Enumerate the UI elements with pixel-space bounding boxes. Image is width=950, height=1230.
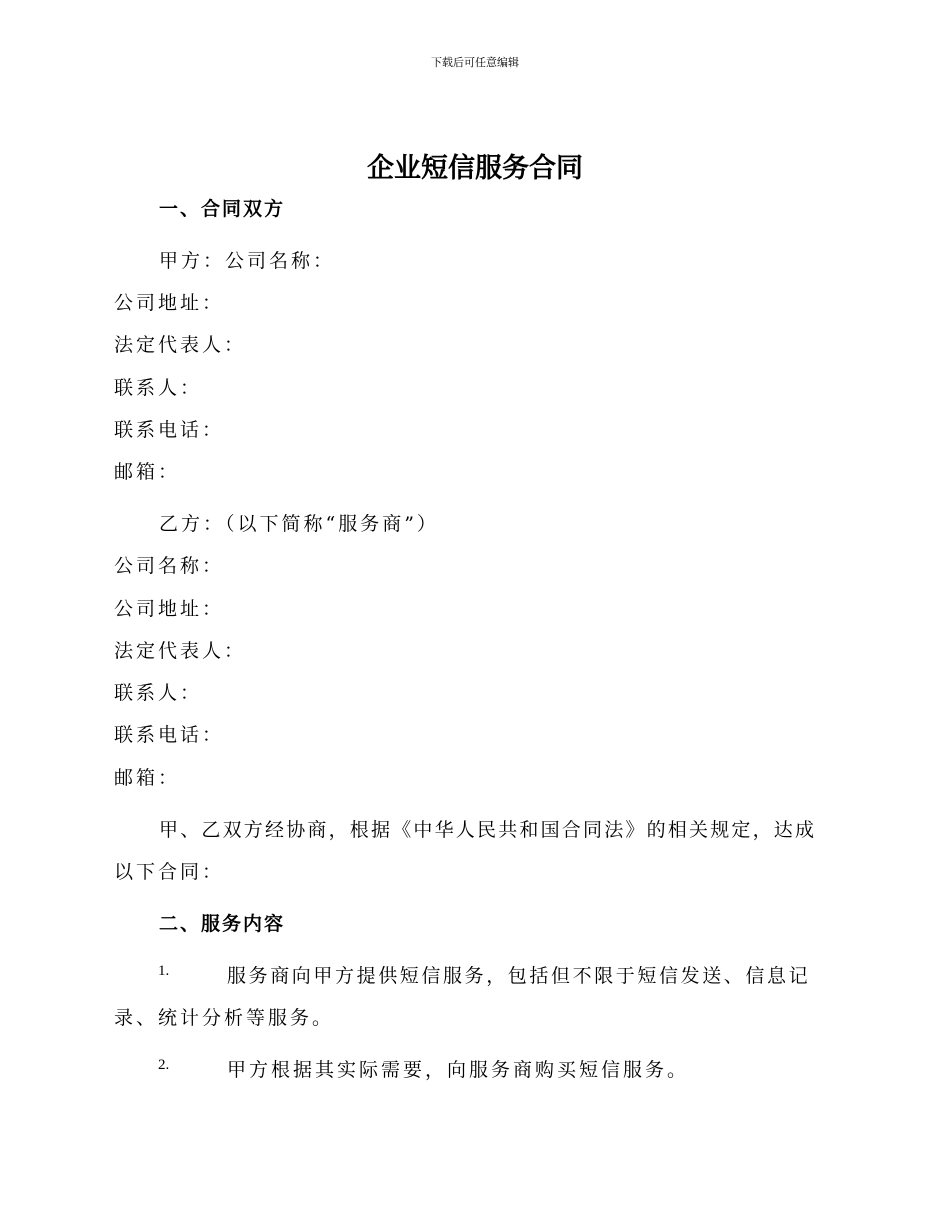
party-a-field: 公司地址：	[114, 292, 225, 314]
party-b-field: 联系电话：	[114, 724, 225, 746]
party-b-field: 公司名称：	[114, 555, 225, 577]
party-a-field: 联系人：	[114, 377, 203, 399]
party-b-intro: 乙方：（以下简称“服务商”）	[159, 513, 439, 535]
party-a-intro: 甲方：公司名称：	[159, 250, 336, 272]
list-item-text: 录、统计分析等服务。	[114, 1007, 335, 1029]
party-a-field: 联系电话：	[114, 419, 225, 441]
list-item-number: 1.	[158, 963, 170, 979]
party-a-field: 邮箱：	[114, 461, 181, 483]
party-b-field: 法定代表人：	[114, 640, 247, 662]
agreement-paragraph-line: 以下合同：	[114, 861, 225, 883]
section-heading-services: 二、服务内容	[159, 913, 286, 935]
document-title: 企业短信服务合同	[367, 153, 583, 184]
party-b-field: 联系人：	[114, 682, 203, 704]
party-b-field: 公司地址：	[114, 598, 225, 620]
list-item-text: 甲方根据其实际需要，向服务商购买短信服务。	[227, 1059, 690, 1081]
header-note: 下载后可任意编辑	[431, 56, 519, 69]
list-item-text: 服务商向甲方提供短信服务，包括但不限于短信发送、信息记	[227, 965, 811, 987]
party-a-field: 法定代表人：	[114, 334, 247, 356]
agreement-paragraph-line: 甲、乙双方经协商，根据《中华人民共和国合同法》的相关规定，达成	[159, 819, 817, 841]
list-item-number: 2.	[158, 1057, 170, 1073]
section-heading-parties: 一、合同双方	[159, 198, 286, 220]
party-b-field: 邮箱：	[114, 767, 181, 789]
